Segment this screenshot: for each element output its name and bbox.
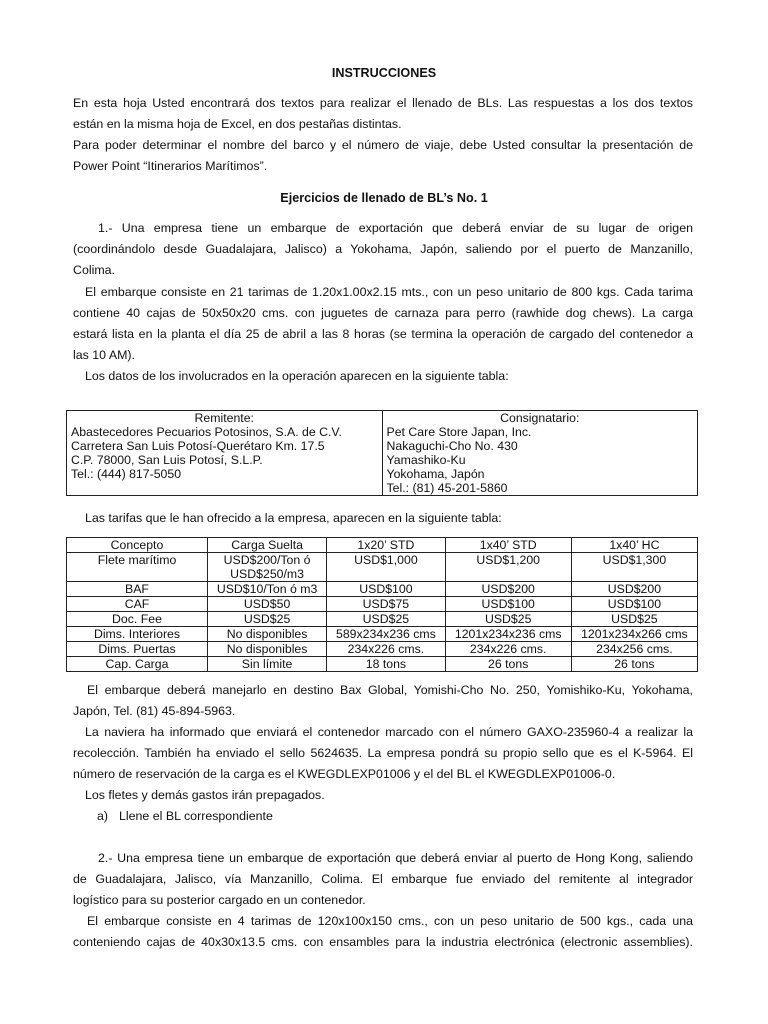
rates-table [66,537,698,672]
column-header: Carga Suelta [208,538,327,553]
table-cell: 234x226 cms. [327,642,445,657]
table-cell: USD$50 [208,597,327,612]
column-header: 1x20’ STD [327,538,445,553]
text-line: El embarque consiste en 4 tarimas de 120x100x150 cms., con un peso unitario de 500 kgs., cada una [87,914,693,928]
text-line: 1.- Una empresa tiene un embarque de exportación que deberá enviar de su lugar de origen [98,221,693,235]
text-line: Japón, Tel. (81) 45-894-5963. [73,704,236,718]
consignatario-header: Consignatario: [500,411,580,425]
table-cell: 1201x234x266 cms [571,627,697,642]
table-row [67,582,698,597]
table-cell: USD$200 [445,582,571,597]
text-line: (coordinándolo desde Guadalajara, Jalisco) a Yokohama, Japón, saliendo por el puerto de Manzanillo, [73,242,693,256]
remitente-line: Abastecedores Pecuarios Potosinos, S.A. de C.V. [71,425,342,439]
table-cell: 26 tons [571,657,697,672]
parties-table [66,410,698,496]
column-header: Concepto [67,538,208,553]
list-item-text: Llene el BL correspondiente [119,809,273,823]
exercise-1-paragraph-3 [73,366,693,387]
text-line: número de reservación de la carga es el KWEGDLEXP01006 y el del BL el KWEGDLEXP01006-0. [73,767,616,781]
table-row [67,612,698,627]
text-line: Las tarifas que le han ofrecido a la empresa, aparecen en la siguiente tabla: [85,511,502,525]
consignatario-line: Tel.: (81) 45-201-5860 [386,481,508,495]
consignatario-line: Pet Care Store Japan, Inc. [386,425,532,439]
table-cell: USD$100 [571,597,697,612]
rates-intro-paragraph [73,508,693,529]
text-line: Los datos de los involucrados en la operación aparecen en la siguiente tabla: [85,369,509,383]
intro-paragraph-2 [73,135,693,177]
table-cell: No disponibles [208,642,327,657]
table-cell: USD$1,000 [327,553,445,582]
remitente-line: Carretera San Luis Potosí-Querétaro Km. 17.5 [71,439,325,453]
remitente-cell [67,411,383,496]
text-line: Colima. [73,263,115,277]
table-row [67,657,698,672]
table-cell: Cap. Carga [67,657,208,672]
table-cell: Doc. Fee [67,612,208,627]
table-cell: Flete marítimo [67,553,208,582]
text-line: 2.- Una empresa tiene un embarque de exportación que deberá enviar al puerto de Hong Kong, saliendo [98,851,693,865]
text-line: logístico para su posterior cargado en un contenedor. [73,893,366,907]
exercise-1-paragraph-2 [73,282,693,366]
text-line: Para poder determinar el nombre del barco y el número de viaje, debe Usted consultar la presentación de [73,138,693,152]
section-title: Ejercicios de llenado de BL’s No. 1 [280,191,488,205]
table-cell: USD$10/Ton ó m3 [208,582,327,597]
text-line: de Guadalajara, Jalisco, vía Manzanillo, Colima. El embarque fue enviado del remitente al integrador [73,872,693,886]
consignatario-cell [382,411,698,496]
table-cell: BAF [67,582,208,597]
table-cell: USD$75 [327,597,445,612]
table-cell: USD$25 [208,612,327,627]
table-cell: USD$1,300 [571,553,697,582]
consignatario-line: Yamashiko-Ku [386,453,466,467]
table-row [67,553,698,582]
exercise-2-paragraph-2 [73,911,693,953]
text-line: conteniendo cajas de 40x30x13.5 cms. con ensambles para la industria electrónica (electronic assemblies). [73,935,693,949]
table-cell: 234x256 cms. [571,642,697,657]
text-line: están en la misma hoja de Excel, en dos pestañas distintas. [73,117,402,131]
table-row [67,627,698,642]
text-line: El embarque consiste en 21 tarimas de 1.20x1.00x2.15 mts., con un peso unitario de 800 kgs. Cada tarima [85,285,693,299]
column-header: 1x40’ HC [571,538,697,553]
text-line: En esta hoja Usted encontrará dos textos para realizar el llenado de BLs. Las respuestas a los dos textos [73,96,693,110]
table-cell: No disponibles [208,627,327,642]
table-row [67,642,698,657]
table-cell: USD$25 [327,612,445,627]
table-cell: USD$25 [571,612,697,627]
table-cell: CAF [67,597,208,612]
text-line: las 10 AM). [73,348,135,362]
table-cell: Dims. Interiores [67,627,208,642]
container-paragraph [73,722,693,785]
table-cell: 1201x234x236 cms [445,627,571,642]
column-header: 1x40’ STD [445,538,571,553]
table-cell: 234x226 cms. [445,642,571,657]
table-row [67,411,698,496]
table-cell: Dims. Puertas [67,642,208,657]
table-cell: Sin límite [208,657,327,672]
text-line: Los fletes y demás gastos irán prepagados. [85,788,325,802]
consignatario-line: Yokohama, Japón [386,467,485,481]
text-line: La naviera ha informado que enviará el contenedor marcado con el número GAXO-235960-4 a realizar la [85,725,693,739]
table-header-row [67,538,698,553]
destination-paragraph [73,680,693,722]
remitente-line: Tel.: (444) 817-5050 [71,467,182,481]
remitente-line: C.P. 78000, San Luis Potosí, S.L.P. [71,453,263,467]
table-cell: 18 tons [327,657,445,672]
page-title: INSTRUCCIONES [331,66,437,80]
list-marker: a) [97,809,109,823]
table-cell: USD$100 [445,597,571,612]
exercise-1-paragraph-1 [73,218,693,281]
table-cell: USD$200/Ton ó USD$250/m3 [208,553,327,582]
text-line: El embarque deberá manejarlo en destino Bax Global, Yomishi-Cho No. 250, Yomishiko-Ku, Yokohama, [87,683,693,697]
text-line: recolección. También ha enviado el sello 5624635. La empresa pondrá su propio sello que es el K-5964. El [73,746,693,760]
table-cell: 589x234x236 cms [327,627,445,642]
table-cell: USD$100 [327,582,445,597]
consignatario-line: Nakaguchi-Cho No. 430 [386,439,518,453]
table-row [67,597,698,612]
table-cell: USD$200 [571,582,697,597]
table-cell: USD$1,200 [445,553,571,582]
text-line: Power Point “Itinerarios Marítimos”. [73,159,268,173]
intro-paragraph-1 [73,93,693,135]
exercise-2-paragraph-1 [73,848,693,911]
text-line: contiene 40 cajas de 50x50x20 cms. con juguetes de carnaza para perro (rawhide dog chews). La carga [73,306,693,320]
table-cell: 26 tons [445,657,571,672]
table-cell: USD$25 [445,612,571,627]
remitente-header: Remitente: [194,411,254,425]
payment-paragraph [73,785,693,806]
text-line: estará lista en la planta el día 25 de abril a las 8 horas (se termina la operación de cargado del contenedor a [73,327,693,341]
